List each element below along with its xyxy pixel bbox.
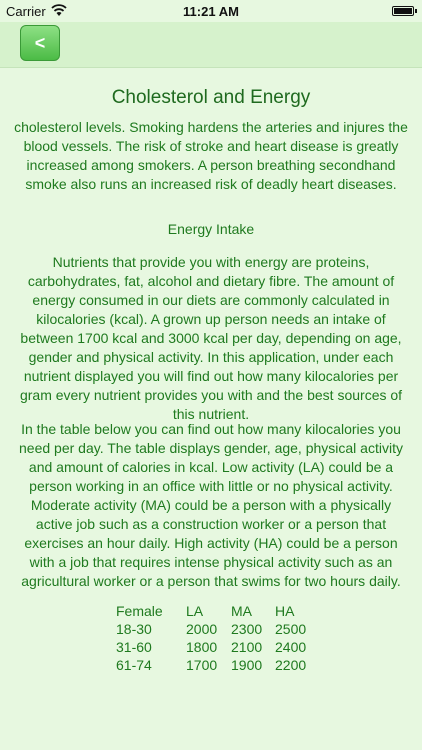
table-cell: 2300 — [231, 621, 263, 637]
table-cell: 31-60 — [116, 639, 152, 655]
status-bar — [0, 0, 422, 22]
table-row — [116, 656, 316, 674]
table-row — [116, 620, 316, 638]
battery-tip — [415, 9, 417, 13]
article-scroll-view[interactable] — [0, 119, 422, 750]
table-row — [116, 638, 316, 656]
table-cell: 2200 — [275, 657, 307, 673]
column-header: HA — [275, 603, 295, 619]
table-cell: 61-74 — [116, 657, 152, 673]
paragraph-smoking: cholesterol levels. Smoking hardens the arteries and injures the blood vessels. The risk of stroke and heart disease is greatly increased among smokers. A person breathing secondhand smoke also runs an increased risk of deadly heart diseases. — [14, 119, 408, 192]
column-header: Female — [116, 603, 163, 619]
table-cell: 2500 — [275, 621, 307, 637]
clock: 11:21 AM — [183, 4, 239, 19]
paragraph-energy: Nutrients that provide you with energy are proteins, carbohydrates, fat, alcohol and dietary fibre. The amount of energy consumed in our diets are commonly calculated in kilocalories (kcal). A grown up person needs an intake of between 1700 kcal and 3000 kcal per day, depending on age, gender and physical activity. In this application, under each nutrient displayed you will find out how many kilocalories per gram every nutrient provides you with and the best sources of this nutrient. — [19, 254, 403, 422]
battery-icon — [392, 6, 414, 16]
table-cell: 18-30 — [116, 621, 152, 637]
paragraph-table-intro: In the table below you can find out how many kilocalories you need per day. The table displays gender, age, physical activity and amount of calories in kcal. Low activity (LA) could be a person working in an office with little or no physical activity. Moderate activity (MA) could be a person with a physically active job such as a construction worker or a person that exercises an hour daily. High activity (HA) could be a person with a job that requires intense physical activity such as an agricultural worker or a person that swims for two hours daily. — [19, 421, 403, 589]
column-header: MA — [231, 603, 252, 619]
page-title: Cholesterol and Energy — [111, 87, 311, 108]
table-cell: 1900 — [231, 657, 263, 673]
table-header-row — [116, 602, 316, 620]
table-cell: 1700 — [186, 657, 218, 673]
navigation-bar — [0, 22, 422, 68]
carrier-label: Carrier — [6, 4, 46, 19]
table-cell: 2000 — [186, 621, 218, 637]
calorie-table — [116, 602, 316, 674]
section-heading-energy-intake: Energy Intake — [167, 221, 255, 237]
back-button[interactable]: < — [20, 25, 60, 61]
column-header: LA — [186, 603, 204, 619]
table-cell: 1800 — [186, 639, 218, 655]
table-cell: 2400 — [275, 639, 307, 655]
table-cell: 2100 — [231, 639, 263, 655]
